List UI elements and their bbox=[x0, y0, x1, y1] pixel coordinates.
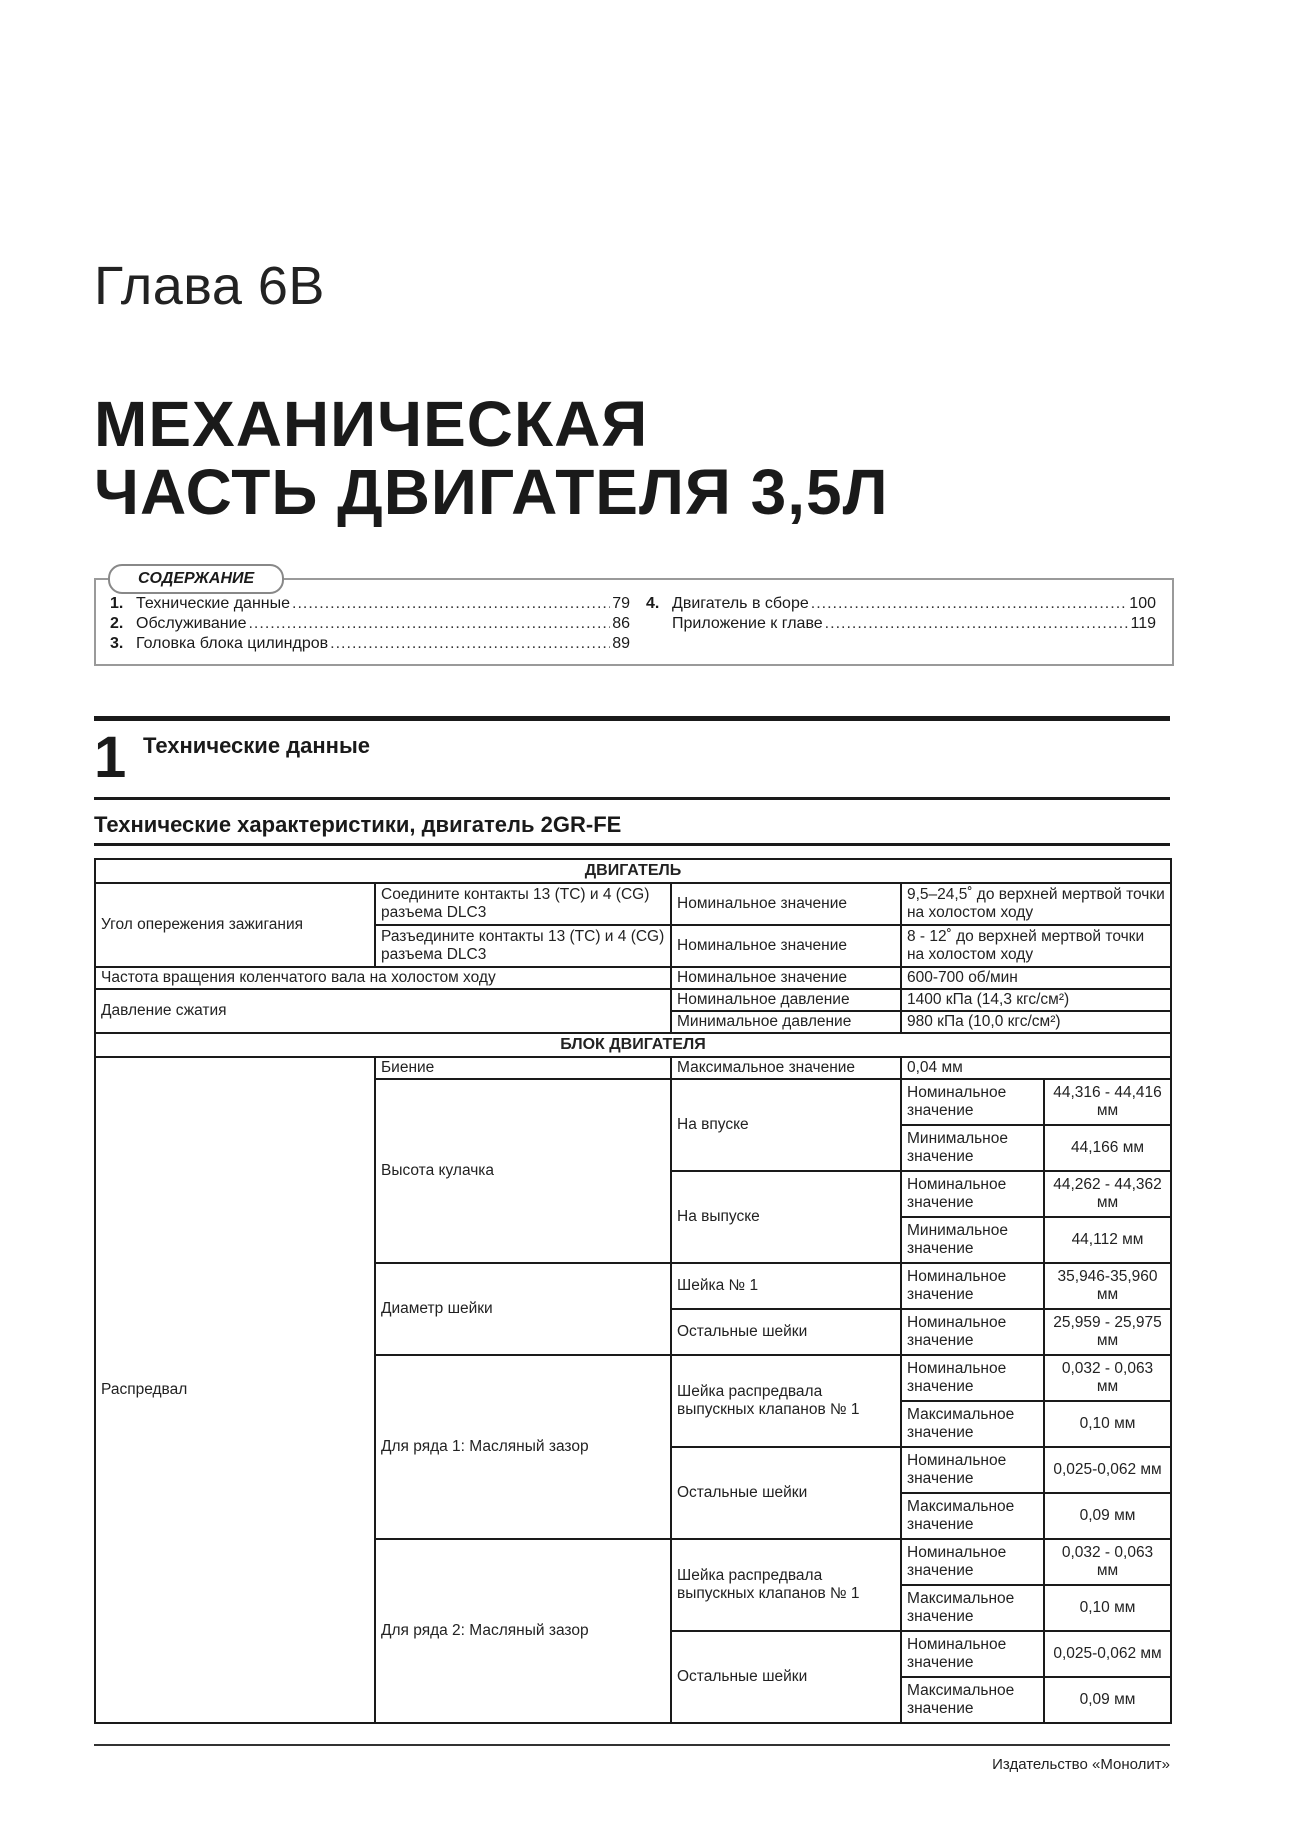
section-title: Технические данные bbox=[143, 733, 370, 758]
toc-item-text: Приложение к главе bbox=[672, 615, 823, 632]
condition-cell: Шейка № 1 bbox=[671, 1263, 901, 1309]
value-cell: 44,262 - 44,362 мм bbox=[1044, 1171, 1171, 1217]
toc-leader bbox=[292, 594, 610, 614]
value-cell: 0,10 мм bbox=[1044, 1401, 1171, 1447]
sub-param-cell: Для ряда 1: Масляный зазор bbox=[375, 1355, 671, 1539]
param-label: Давление сжатия bbox=[95, 989, 671, 1033]
toc-item-number: 4. bbox=[646, 595, 660, 612]
toc-label: СОДЕРЖАНИЕ bbox=[108, 564, 284, 594]
sub-param-cell: Для ряда 2: Масляный зазор bbox=[375, 1539, 671, 1723]
section-top-rule bbox=[94, 716, 1170, 721]
condition-cell: Остальные шейки bbox=[671, 1309, 901, 1355]
value-kind-cell: Номинальное значение bbox=[671, 967, 901, 989]
value-cell: 0,025-0,062 мм bbox=[1044, 1631, 1171, 1677]
value-kind-cell: Максимальное значение bbox=[901, 1677, 1044, 1723]
value-kind-cell: Максимальное значение bbox=[901, 1585, 1044, 1631]
toc-item-text: Обслуживание bbox=[136, 615, 247, 632]
toc-item[interactable] bbox=[110, 634, 630, 654]
param-label: Распредвал bbox=[95, 1057, 375, 1723]
toc-item-text: Двигатель в сборе bbox=[672, 595, 809, 612]
value-kind-cell: Номинальное значение bbox=[901, 1171, 1044, 1217]
toc-item[interactable] bbox=[646, 614, 1156, 634]
toc-item[interactable] bbox=[646, 594, 1156, 614]
param-label: Угол опережения зажигания bbox=[95, 883, 375, 967]
toc-item-page: 89 bbox=[612, 635, 630, 652]
value-kind-cell: Номинальное значение bbox=[901, 1631, 1044, 1677]
toc-leader bbox=[330, 634, 610, 654]
condition-cell: Соедините контакты 13 (TC) и 4 (CG) разъема DLC3 bbox=[375, 883, 671, 925]
value-cell: 0,04 мм bbox=[901, 1057, 1171, 1079]
spec-table bbox=[94, 858, 1172, 1724]
sub-param-cell: Диаметр шейки bbox=[375, 1263, 671, 1355]
value-cell: 44,316 - 44,416 мм bbox=[1044, 1079, 1171, 1125]
table-of-contents bbox=[94, 570, 1174, 666]
toc-right-column bbox=[646, 594, 1156, 634]
value-kind-cell: Номинальное значение bbox=[901, 1309, 1044, 1355]
param-label: Частота вращения коленчатого вала на холостом ходу bbox=[95, 967, 671, 989]
value-cell: 0,09 мм bbox=[1044, 1493, 1171, 1539]
subsection-rule bbox=[94, 843, 1170, 846]
value-cell: 0,032 - 0,063 мм bbox=[1044, 1355, 1171, 1401]
toc-leader bbox=[825, 614, 1129, 634]
value-cell: 25,959 - 25,975 мм bbox=[1044, 1309, 1171, 1355]
toc-item-number: 1. bbox=[110, 595, 124, 612]
toc-item-number: 3. bbox=[110, 635, 124, 652]
value-cell: 0,09 мм bbox=[1044, 1677, 1171, 1723]
condition-cell: Шейка распредвала выпускных клапанов № 1 bbox=[671, 1355, 901, 1447]
value-kind-cell: Номинальное значение bbox=[901, 1263, 1044, 1309]
chapter-title-line-1: МЕХАНИЧЕСКАЯ bbox=[94, 388, 649, 460]
toc-leader bbox=[248, 614, 610, 634]
section-bottom-rule bbox=[94, 797, 1170, 800]
value-kind-cell: Минимальное значение bbox=[901, 1125, 1044, 1171]
publisher-footer: Издательство «Монолит» bbox=[992, 1756, 1170, 1773]
toc-item-page: 79 bbox=[612, 595, 630, 612]
toc-item-page: 119 bbox=[1130, 615, 1156, 632]
toc-leader bbox=[811, 594, 1128, 614]
condition-cell: На выпуске bbox=[671, 1171, 901, 1263]
value-kind-cell: Номинальное давление bbox=[671, 989, 901, 1011]
value-cell: 44,112 мм bbox=[1044, 1217, 1171, 1263]
toc-item[interactable] bbox=[110, 594, 630, 614]
section-number: 1 bbox=[94, 725, 127, 790]
condition-cell: На впуске bbox=[671, 1079, 901, 1171]
value-cell: 1400 кПа (14,3 кгс/см²) bbox=[901, 989, 1171, 1011]
value-kind-cell: Номинальное значение bbox=[901, 1539, 1044, 1585]
value-kind-cell: Номинальное значение bbox=[901, 1447, 1044, 1493]
toc-item[interactable] bbox=[110, 614, 630, 634]
toc-item-page: 86 bbox=[612, 615, 630, 632]
value-kind-cell: Номинальное значение bbox=[671, 925, 901, 967]
value-cell: 0,10 мм bbox=[1044, 1585, 1171, 1631]
value-cell: 8 - 12˚ до верхней мертвой точки на холостом ходу bbox=[901, 925, 1171, 967]
value-kind-cell: Максимальное значение bbox=[671, 1057, 901, 1079]
table-section-header: БЛОК ДВИГАТЕЛЯ bbox=[95, 1033, 1171, 1057]
toc-item-text: Головка блока цилиндров bbox=[136, 635, 329, 652]
toc-item-number: 2. bbox=[110, 615, 124, 632]
value-kind-cell: Номинальное значение bbox=[671, 883, 901, 925]
subsection-title: Технические характеристики, двигатель 2GR-FE bbox=[94, 812, 622, 837]
value-kind-cell: Номинальное значение bbox=[901, 1079, 1044, 1125]
condition-cell: Остальные шейки bbox=[671, 1631, 901, 1723]
chapter-title-line-2: ЧАСТЬ ДВИГАТЕЛЯ 3,5Л bbox=[94, 456, 889, 528]
condition-cell: Разъедините контакты 13 (TC) и 4 (CG) разъема DLC3 bbox=[375, 925, 671, 967]
condition-cell: Остальные шейки bbox=[671, 1447, 901, 1539]
condition-cell: Шейка распредвала выпускных клапанов № 1 bbox=[671, 1539, 901, 1631]
value-kind-cell: Минимальное значение bbox=[901, 1217, 1044, 1263]
value-cell: 0,025-0,062 мм bbox=[1044, 1447, 1171, 1493]
value-kind-cell: Минимальное давление bbox=[671, 1011, 901, 1033]
table-section-header: ДВИГАТЕЛЬ bbox=[95, 859, 1171, 883]
value-kind-cell: Номинальное значение bbox=[901, 1355, 1044, 1401]
value-kind-cell: Максимальное значение bbox=[901, 1493, 1044, 1539]
value-cell: 9,5–24,5˚ до верхней мертвой точки на холостом ходу bbox=[901, 883, 1171, 925]
value-cell: 980 кПа (10,0 кгс/см²) bbox=[901, 1011, 1171, 1033]
value-cell: 35,946-35,960 мм bbox=[1044, 1263, 1171, 1309]
sub-param-cell: Высота кулачка bbox=[375, 1079, 671, 1263]
value-kind-cell: Максимальное значение bbox=[901, 1401, 1044, 1447]
value-cell: 600-700 об/мин bbox=[901, 967, 1171, 989]
chapter-heading: Глава 6В bbox=[94, 256, 325, 316]
value-cell: 0,032 - 0,063 мм bbox=[1044, 1539, 1171, 1585]
footer-rule bbox=[94, 1744, 1170, 1746]
toc-item-text: Технические данные bbox=[136, 595, 291, 612]
sub-param-cell: Биение bbox=[375, 1057, 671, 1079]
toc-left-column bbox=[110, 594, 630, 654]
toc-item-page: 100 bbox=[1129, 595, 1156, 612]
value-cell: 44,166 мм bbox=[1044, 1125, 1171, 1171]
chapter-title bbox=[94, 390, 889, 526]
